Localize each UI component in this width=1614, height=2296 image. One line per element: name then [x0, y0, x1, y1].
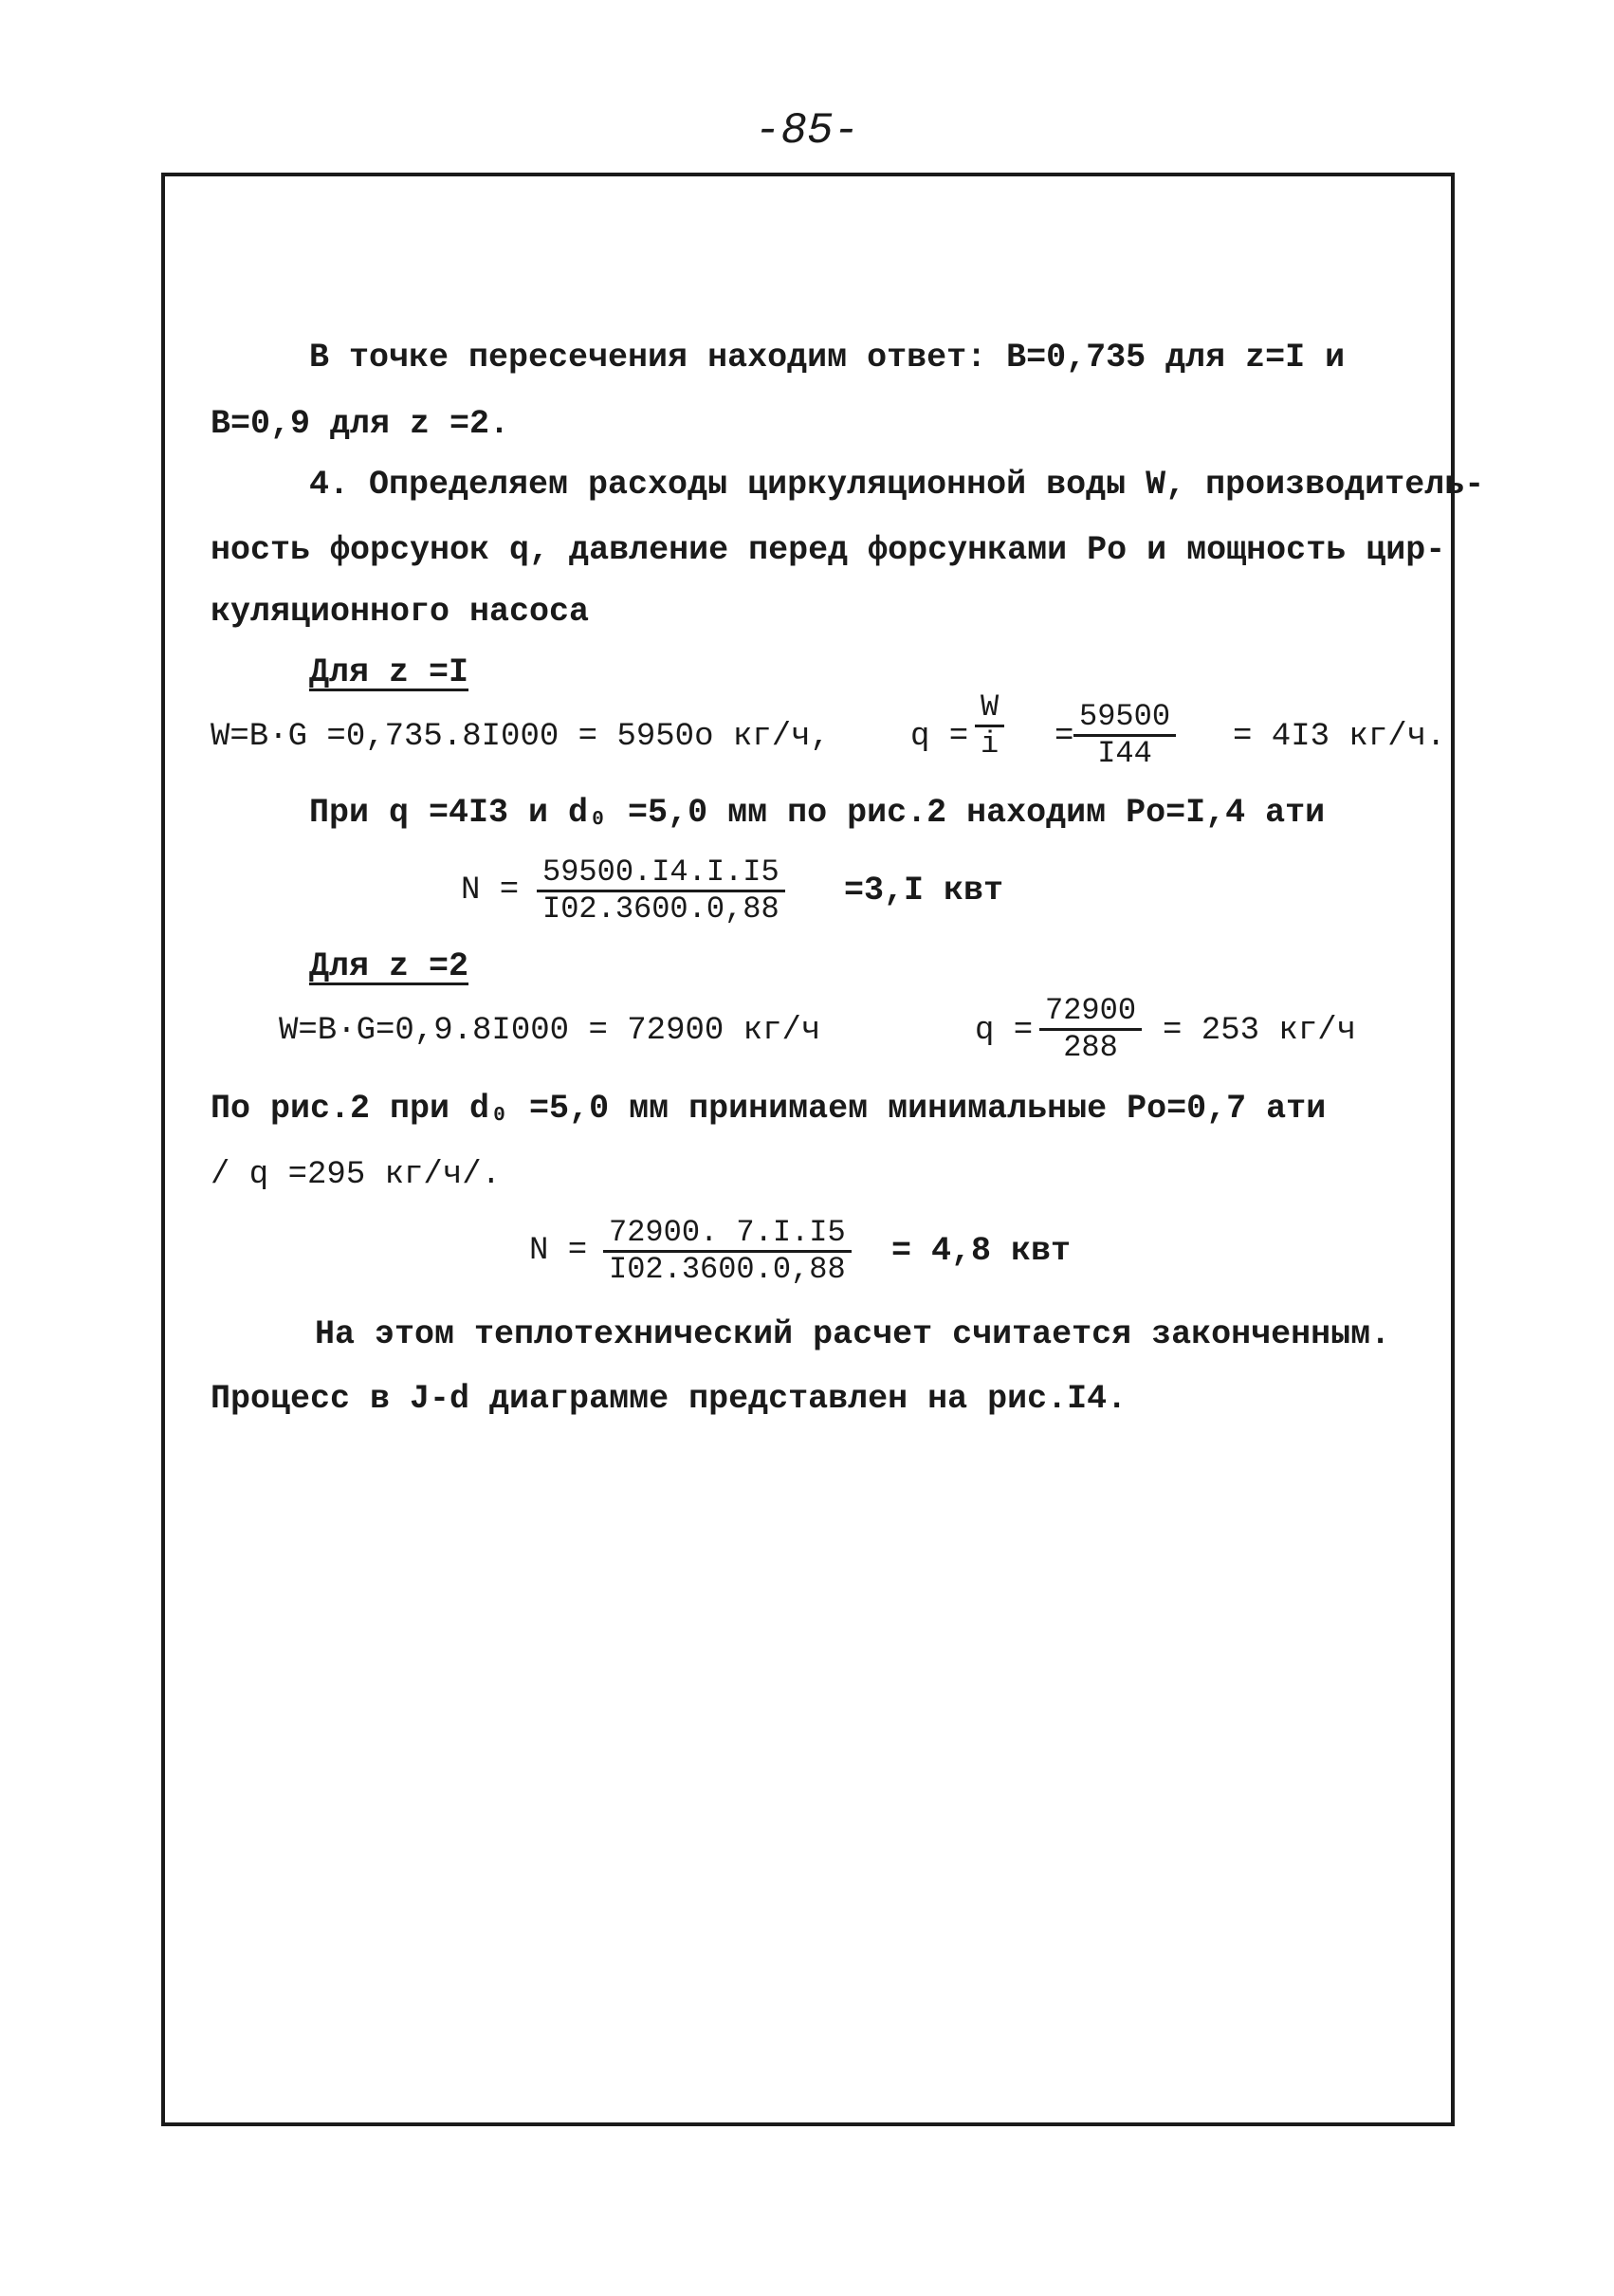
- case-1-q-value-denominator: I44: [1097, 736, 1152, 771]
- case-1-q-value-numerator: 59500: [1073, 702, 1176, 737]
- case-2-q-fraction: [1039, 993, 1142, 1065]
- case-1-q-label: q =: [910, 719, 969, 755]
- case-2-q-min-line: / q =295 кг/ч/.: [211, 1157, 502, 1193]
- case-1-q-result: = 4I3 кг/ч.: [1233, 719, 1446, 755]
- case-1-q-fraction: [975, 689, 1004, 762]
- paragraph-2-line-1: 4. Определяем расходы циркуляционной воды W, производитель-: [309, 466, 1485, 504]
- case-1-n-fraction: [537, 854, 785, 927]
- paragraph-2-line-2: ность форсунок q, давление перед форсунками Ро и мощность цир-: [211, 531, 1446, 569]
- case-1-w-formula: W=B·G =0,735.8I000 = 5950o кг/ч,: [211, 719, 830, 755]
- paragraph-2-line-3: куляционного насоса: [211, 593, 590, 631]
- case-2-pressure-line: По рис.2 при d₀ =5,0 мм принимаем минимальные Ро=0,7 ати: [211, 1090, 1327, 1128]
- conclusion-line-1: На этом теплотехнический расчет считается законченным.: [315, 1315, 1391, 1353]
- case-1-n-denominator: I02.3600.0,88: [542, 891, 779, 927]
- case-2-n-fraction: [603, 1215, 852, 1287]
- case-1-q-value-fraction: [1073, 699, 1176, 771]
- case-2-heading: Для z =2: [309, 947, 469, 985]
- case-1-n-result: =3,I квт: [844, 872, 1004, 909]
- case-2-w-formula: W=B·G=0,9.8I000 = 72900 кг/ч: [279, 1013, 821, 1049]
- paragraph-1-line-2: В=0,9 для z =2.: [211, 405, 510, 443]
- case-2-q-denominator: 288: [1063, 1030, 1118, 1065]
- case-1-q-fraction-denominator: i: [981, 726, 1000, 762]
- case-1-pressure-line: При q =4I3 и d₀ =5,0 мм по рис.2 находим Ро=I,4 ати: [309, 794, 1326, 832]
- page-number: -85-: [754, 106, 860, 156]
- case-1-n-label: N =: [461, 872, 520, 909]
- case-2-n-denominator: I02.3600.0,88: [609, 1252, 846, 1287]
- case-2-n-numerator: 72900. 7.I.I5: [603, 1218, 852, 1253]
- case-1-q-fraction-numerator: W: [975, 692, 1004, 727]
- paragraph-1-line-1: В точке пересечения находим ответ: В=0,735 для z=I и: [309, 339, 1346, 377]
- conclusion-line-2: Процесс в J-d диаграмме представлен на рис.I4.: [211, 1380, 1128, 1418]
- case-2-q-label: q =: [975, 1013, 1034, 1049]
- case-2-n-label: N =: [529, 1233, 588, 1269]
- case-2-q-numerator: 72900: [1039, 996, 1142, 1031]
- case-1-n-numerator: 59500.I4.I.I5: [537, 857, 785, 892]
- case-2-q-result: = 253 кг/ч: [1163, 1013, 1357, 1049]
- case-2-n-result: = 4,8 квт: [891, 1232, 1072, 1270]
- case-1-heading: Для z =I: [309, 653, 469, 691]
- case-1-q-equals: =: [1055, 719, 1074, 755]
